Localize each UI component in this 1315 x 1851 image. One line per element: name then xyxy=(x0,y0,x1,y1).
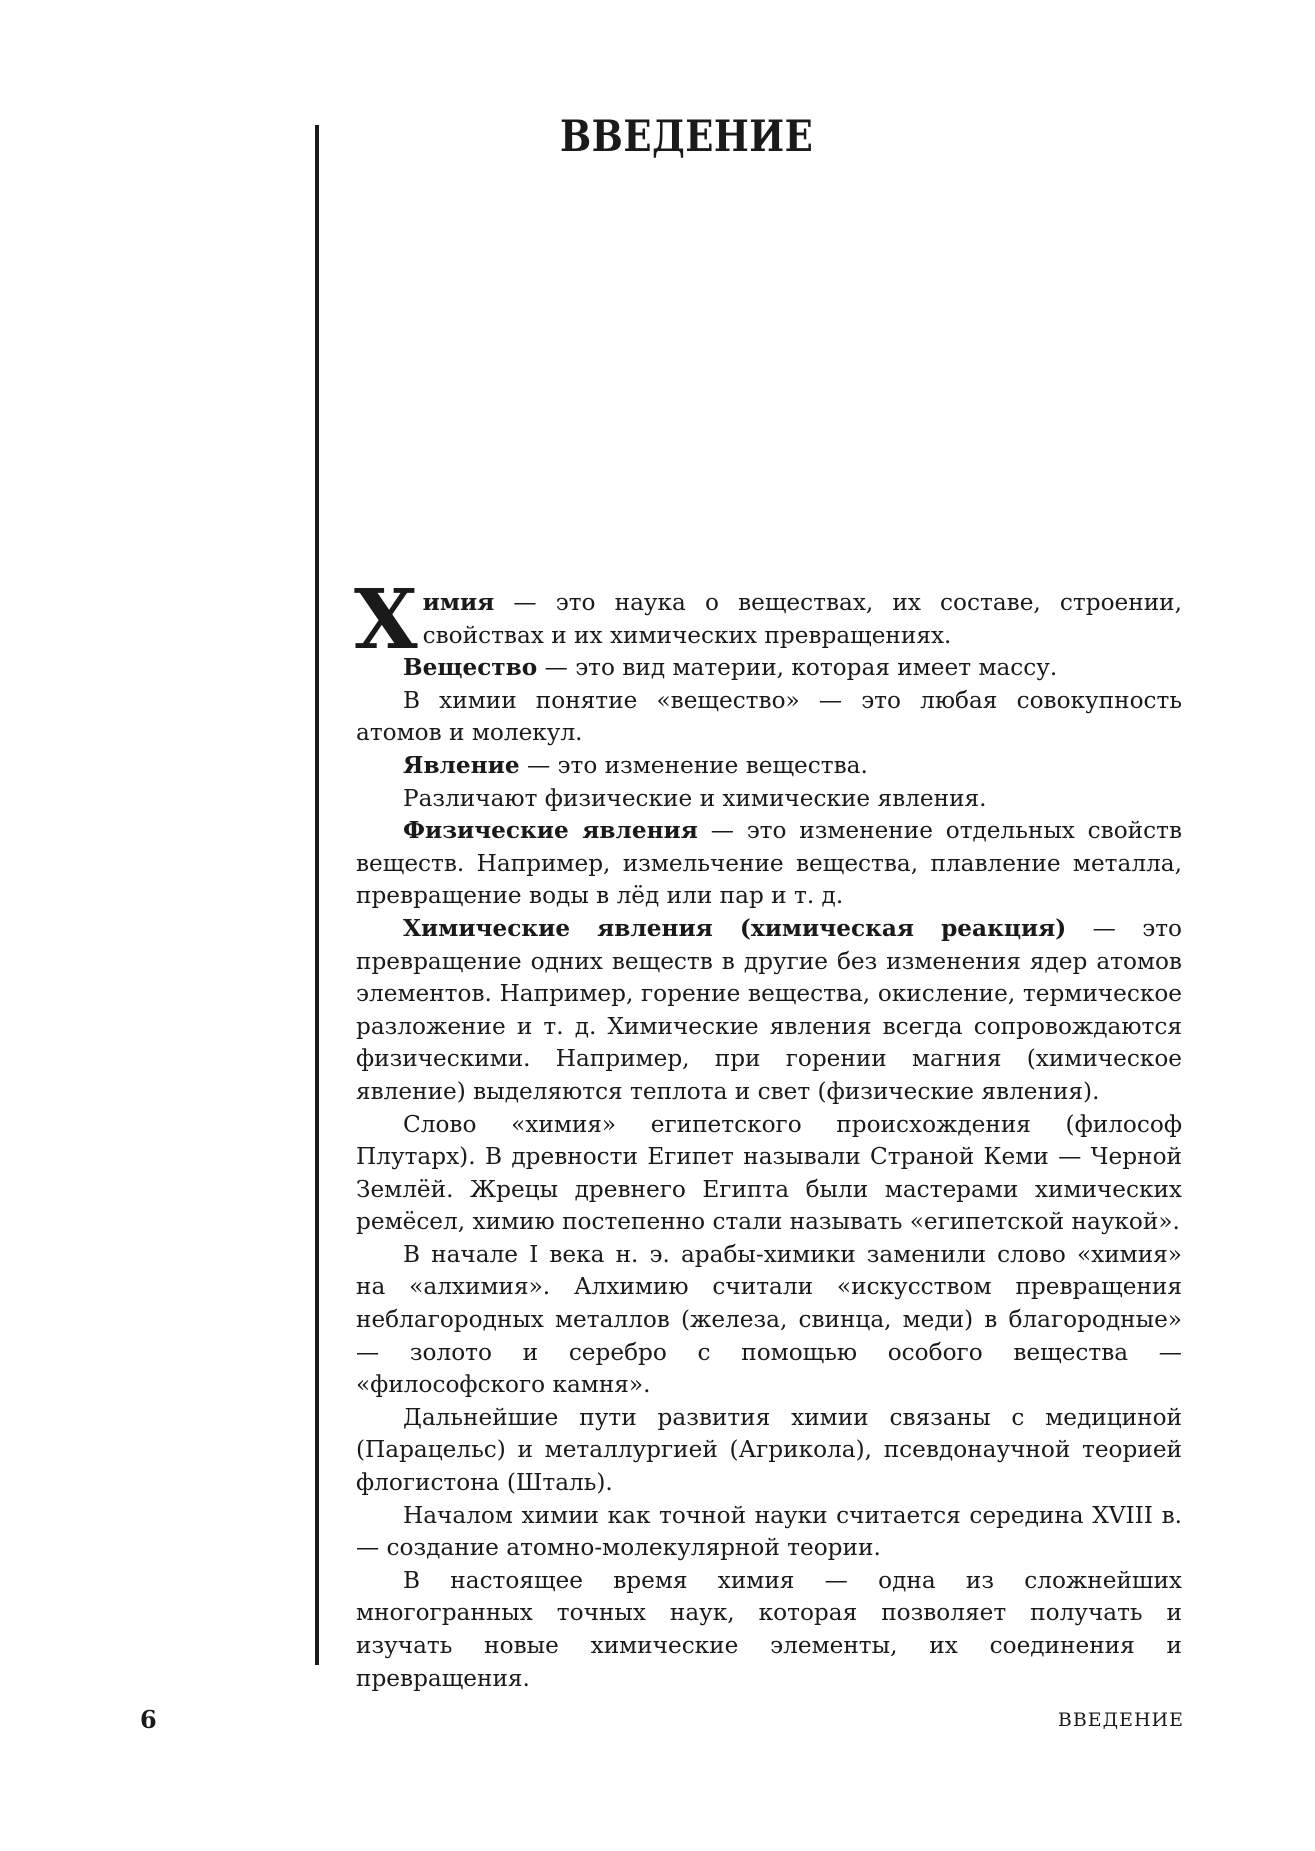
paragraph: В настоящее время химия — одна из сложнейших многогранных точных наук, которая позволяет получать и изучать новые химические элементы, их соединения и превращения. xyxy=(356,1566,1182,1692)
paragraph-text: — это наука о веществах, их составе, строении, свойствах и их химических превращениях. xyxy=(422,589,1182,649)
term-substance: Вещество xyxy=(403,654,538,682)
term-chemistry: имия xyxy=(422,589,495,616)
paragraph: Началом химии как точной науки считается середина XVIII в. — создание атомно-молекулярной теории. xyxy=(356,1501,1182,1562)
term-physical-phenomena: Физические явления xyxy=(403,817,698,845)
paragraph-text: — это вид материи, которая имеет массу. xyxy=(537,654,1058,682)
paragraph-definition-substance xyxy=(356,652,1182,685)
paragraph-definition-chemical xyxy=(356,913,1182,1109)
paragraph-definition-physical xyxy=(356,815,1182,913)
paragraph-definition-phenomenon xyxy=(356,750,1182,783)
body-text xyxy=(354,572,1183,1695)
term-chemical-phenomena: Химические явления (химическая реакция) xyxy=(403,914,1067,942)
paragraph: В химии понятие «вещество» — это любая совокупность атомов и молекул. xyxy=(356,686,1182,747)
paragraph-text: — это превращение одних веществ в другие без изменения ядер атомов элементов. Например, горение вещества, окисление, термическое разложение и т. д. Химические явления всегда сопровождаются физическими. Например, при горении магния (химическое явление) выделяются теплота и свет (физические явления). xyxy=(356,914,1183,1105)
vertical-rule xyxy=(315,125,319,1665)
paragraph: Дальнейшие пути развития химии связаны с медициной (Парацельс) и металлургией (Агрикола), псевдонаучной теорией флогистона (Шталь). xyxy=(356,1403,1182,1497)
running-head: ВВЕДЕНИЕ xyxy=(1057,1709,1184,1731)
paragraph-text: — это изменение вещества. xyxy=(519,751,868,779)
page-number: 6 xyxy=(140,1705,157,1734)
chapter-title: ВВЕДЕНИЕ xyxy=(560,112,814,162)
dropcap-letter: Х xyxy=(354,572,418,668)
term-phenomenon: Явление xyxy=(403,751,520,779)
paragraph-text: — это изменение отдельных свойств веществ. Например, измельчение вещества, плавление металла, превращение воды в лёд или пар и т. д. xyxy=(356,817,1182,910)
paragraph: В начале I века н. э. арабы-химики заменили слово «химия» на «алхимия». Алхимию считали «искусством превращения неблагородных металлов (железа, свинца, меди) в благородные» — золото и серебро с помощью особого вещества — «философского камня». xyxy=(356,1240,1182,1399)
paragraph: Слово «химия» египетского происхождения (философ Плутарх). В древности Египет называли Страной Кеми — Черной Землёй. Жрецы древнего Египта были мастерами химических ремёсел, химию постепенно стали называть «египетской наукой». xyxy=(356,1110,1182,1236)
paragraph: Различают физические и химические явления. xyxy=(403,784,987,812)
